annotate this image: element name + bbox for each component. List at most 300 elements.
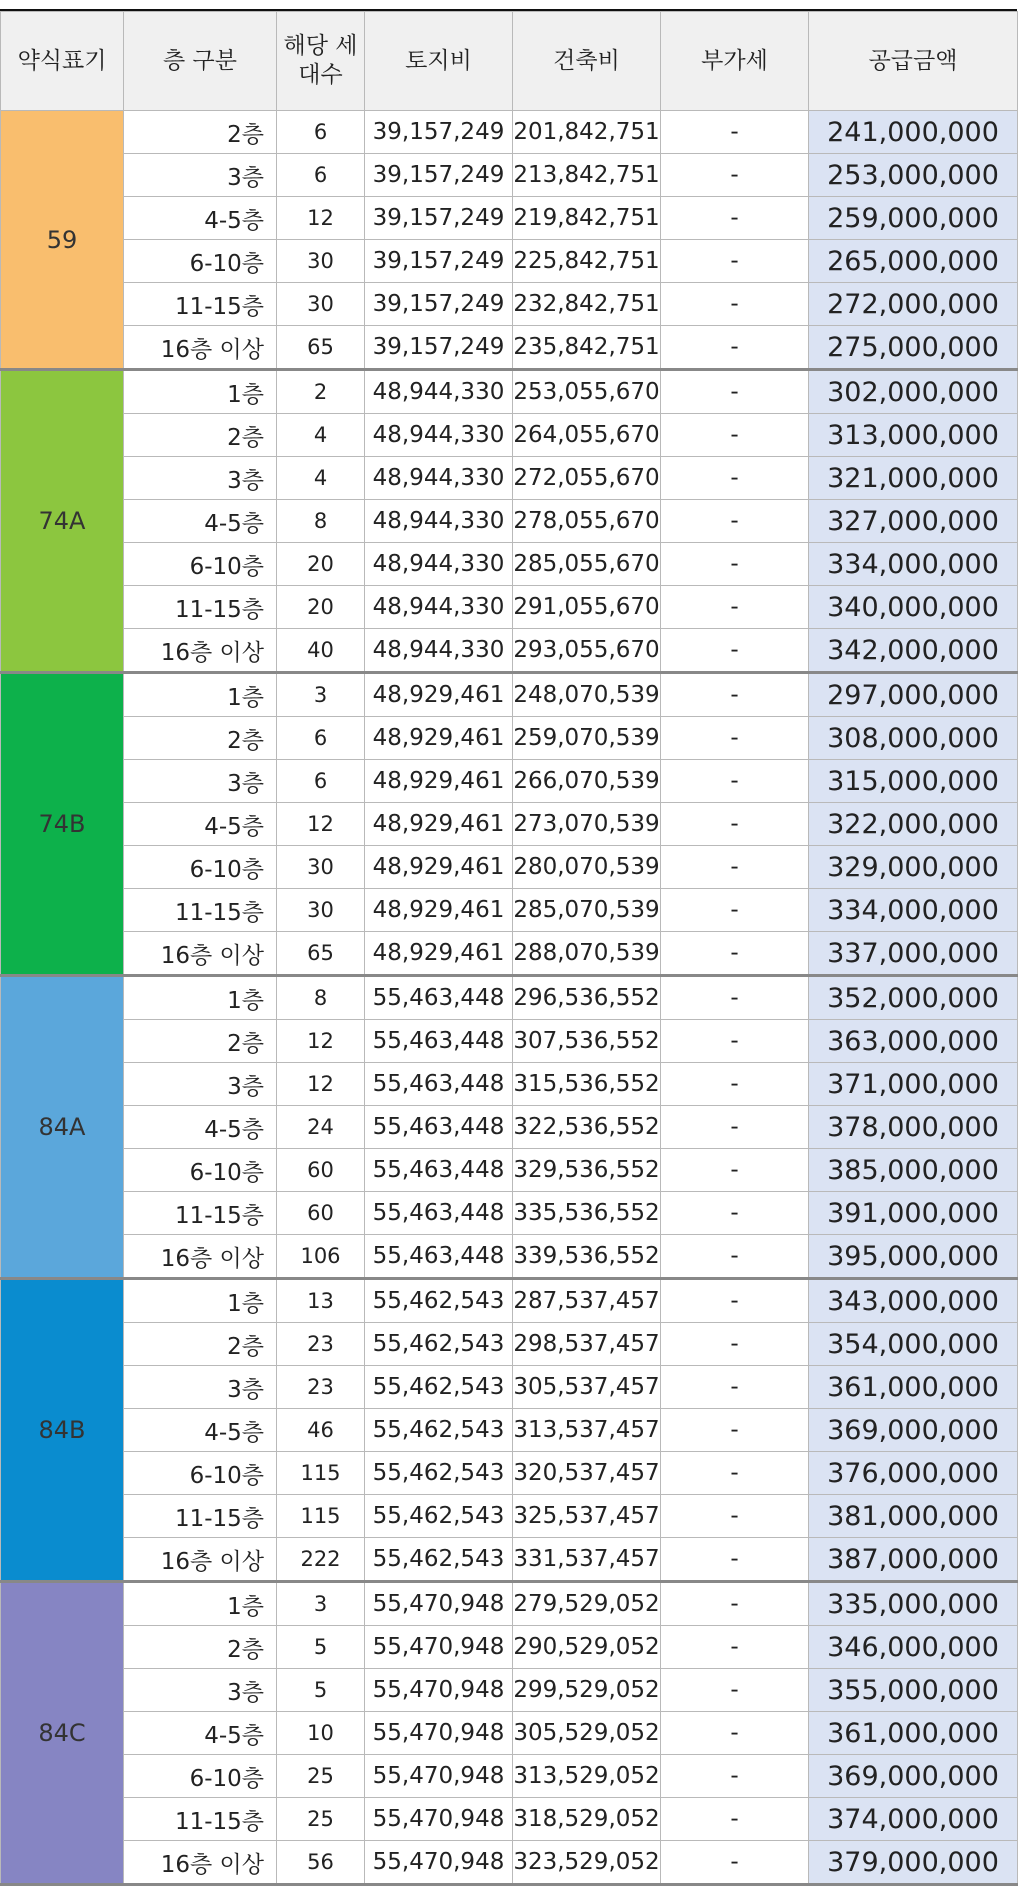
land-cost-cell: 48,944,330	[365, 370, 513, 414]
building-cost-cell: 225,842,751	[513, 240, 661, 283]
table-row	[1, 889, 1018, 932]
building-cost-cell: 305,537,457	[513, 1366, 661, 1409]
land-cost-cell: 48,944,330	[365, 457, 513, 500]
units-cell: 6	[277, 717, 365, 760]
supply-price-cell: 374,000,000	[809, 1798, 1018, 1841]
vat-cell: -	[661, 1192, 809, 1235]
supply-price-cell: 395,000,000	[809, 1235, 1018, 1279]
header-building-cost: 건축비	[513, 12, 661, 111]
building-cost-cell: 201,842,751	[513, 111, 661, 154]
land-cost-cell: 48,929,461	[365, 846, 513, 889]
table-row	[1, 1020, 1018, 1063]
vat-cell: -	[661, 1235, 809, 1279]
floor-cell: 11-15층	[124, 586, 277, 629]
units-cell: 5	[277, 1669, 365, 1712]
vat-cell: -	[661, 586, 809, 629]
building-cost-cell: 293,055,670	[513, 629, 661, 673]
supply-price-cell: 302,000,000	[809, 370, 1018, 414]
table-row	[1, 1798, 1018, 1841]
vat-cell: -	[661, 111, 809, 154]
vat-cell: -	[661, 760, 809, 803]
vat-cell: -	[661, 457, 809, 500]
table-body	[1, 111, 1018, 1885]
floor-cell: 2층	[124, 414, 277, 457]
supply-price-cell: 297,000,000	[809, 673, 1018, 717]
floor-cell: 6-10층	[124, 1149, 277, 1192]
header-land-cost: 토지비	[365, 12, 513, 111]
building-cost-cell: 313,529,052	[513, 1755, 661, 1798]
table-row	[1, 932, 1018, 976]
supply-price-table-wrapper	[0, 11, 1029, 1886]
floor-cell: 2층	[124, 1323, 277, 1366]
land-cost-cell: 55,463,448	[365, 1149, 513, 1192]
units-cell: 8	[277, 976, 365, 1020]
land-cost-cell: 55,462,543	[365, 1366, 513, 1409]
supply-price-cell: 376,000,000	[809, 1452, 1018, 1495]
table-row	[1, 1755, 1018, 1798]
building-cost-cell: 296,536,552	[513, 976, 661, 1020]
supply-price-cell: 313,000,000	[809, 414, 1018, 457]
floor-cell: 16층 이상	[124, 629, 277, 673]
table-row	[1, 283, 1018, 326]
units-cell: 65	[277, 326, 365, 370]
vat-cell: -	[661, 1495, 809, 1538]
floor-cell: 16층 이상	[124, 932, 277, 976]
units-cell: 30	[277, 846, 365, 889]
table-row	[1, 1841, 1018, 1885]
table-row	[1, 586, 1018, 629]
supply-price-table	[0, 11, 1018, 1886]
table-row	[1, 1712, 1018, 1755]
unit-type-cell: 74B	[1, 673, 124, 976]
table-row	[1, 154, 1018, 197]
land-cost-cell: 48,929,461	[365, 760, 513, 803]
supply-price-cell: 334,000,000	[809, 543, 1018, 586]
units-cell: 115	[277, 1495, 365, 1538]
building-cost-cell: 325,537,457	[513, 1495, 661, 1538]
floor-cell: 6-10층	[124, 543, 277, 586]
floor-cell: 6-10층	[124, 240, 277, 283]
units-cell: 20	[277, 543, 365, 586]
building-cost-cell: 298,537,457	[513, 1323, 661, 1366]
floor-cell: 2층	[124, 1020, 277, 1063]
table-row	[1, 414, 1018, 457]
vat-cell: -	[661, 1452, 809, 1495]
floor-cell: 1층	[124, 673, 277, 717]
table-row	[1, 1149, 1018, 1192]
vat-cell: -	[661, 283, 809, 326]
land-cost-cell: 55,463,448	[365, 1063, 513, 1106]
units-cell: 25	[277, 1755, 365, 1798]
land-cost-cell: 48,944,330	[365, 414, 513, 457]
units-cell: 12	[277, 803, 365, 846]
floor-cell: 4-5층	[124, 1106, 277, 1149]
land-cost-cell: 55,462,543	[365, 1452, 513, 1495]
floor-cell: 16층 이상	[124, 1235, 277, 1279]
vat-cell: -	[661, 803, 809, 846]
table-row	[1, 846, 1018, 889]
units-cell: 6	[277, 111, 365, 154]
units-cell: 5	[277, 1626, 365, 1669]
supply-price-cell: 387,000,000	[809, 1538, 1018, 1582]
unit-type-cell: 84C	[1, 1582, 124, 1885]
building-cost-cell: 339,536,552	[513, 1235, 661, 1279]
header-vat: 부가세	[661, 12, 809, 111]
table-header	[1, 12, 1018, 111]
units-cell: 6	[277, 760, 365, 803]
building-cost-cell: 264,055,670	[513, 414, 661, 457]
vat-cell: -	[661, 889, 809, 932]
land-cost-cell: 55,462,543	[365, 1409, 513, 1452]
vat-cell: -	[661, 673, 809, 717]
units-cell: 46	[277, 1409, 365, 1452]
land-cost-cell: 55,463,448	[365, 976, 513, 1020]
building-cost-cell: 315,536,552	[513, 1063, 661, 1106]
units-cell: 4	[277, 414, 365, 457]
floor-cell: 11-15층	[124, 1495, 277, 1538]
table-row	[1, 673, 1018, 717]
vat-cell: -	[661, 414, 809, 457]
floor-cell: 11-15층	[124, 1798, 277, 1841]
floor-cell: 3층	[124, 1366, 277, 1409]
supply-price-cell: 259,000,000	[809, 197, 1018, 240]
supply-price-cell: 335,000,000	[809, 1582, 1018, 1626]
vat-cell: -	[661, 1366, 809, 1409]
supply-price-cell: 334,000,000	[809, 889, 1018, 932]
vat-cell: -	[661, 717, 809, 760]
floor-cell: 6-10층	[124, 846, 277, 889]
land-cost-cell: 55,462,543	[365, 1538, 513, 1582]
land-cost-cell: 39,157,249	[365, 240, 513, 283]
supply-price-cell: 369,000,000	[809, 1409, 1018, 1452]
floor-cell: 4-5층	[124, 197, 277, 240]
vat-cell: -	[661, 326, 809, 370]
floor-cell: 1층	[124, 370, 277, 414]
vat-cell: -	[661, 1755, 809, 1798]
vat-cell: -	[661, 1149, 809, 1192]
vat-cell: -	[661, 1582, 809, 1626]
table-row	[1, 1626, 1018, 1669]
table-row	[1, 1582, 1018, 1626]
land-cost-cell: 48,944,330	[365, 629, 513, 673]
table-row	[1, 717, 1018, 760]
vat-cell: -	[661, 1669, 809, 1712]
vat-cell: -	[661, 154, 809, 197]
land-cost-cell: 39,157,249	[365, 197, 513, 240]
floor-cell: 3층	[124, 760, 277, 803]
table-row	[1, 1192, 1018, 1235]
supply-price-cell: 327,000,000	[809, 500, 1018, 543]
vat-cell: -	[661, 1020, 809, 1063]
units-cell: 8	[277, 500, 365, 543]
supply-price-cell: 241,000,000	[809, 111, 1018, 154]
land-cost-cell: 55,462,543	[365, 1495, 513, 1538]
units-cell: 25	[277, 1798, 365, 1841]
floor-cell: 2층	[124, 111, 277, 154]
units-cell: 10	[277, 1712, 365, 1755]
land-cost-cell: 48,944,330	[365, 543, 513, 586]
floor-cell: 16층 이상	[124, 326, 277, 370]
vat-cell: -	[661, 1712, 809, 1755]
table-row	[1, 1366, 1018, 1409]
vat-cell: -	[661, 932, 809, 976]
header-floor: 층 구분	[124, 12, 277, 111]
land-cost-cell: 55,463,448	[365, 1235, 513, 1279]
land-cost-cell: 39,157,249	[365, 283, 513, 326]
units-cell: 12	[277, 1020, 365, 1063]
units-cell: 106	[277, 1235, 365, 1279]
land-cost-cell: 48,929,461	[365, 932, 513, 976]
land-cost-cell: 55,463,448	[365, 1106, 513, 1149]
units-cell: 2	[277, 370, 365, 414]
floor-cell: 3층	[124, 457, 277, 500]
units-cell: 6	[277, 154, 365, 197]
vat-cell: -	[661, 1626, 809, 1669]
units-cell: 115	[277, 1452, 365, 1495]
supply-price-cell: 321,000,000	[809, 457, 1018, 500]
floor-cell: 4-5층	[124, 803, 277, 846]
building-cost-cell: 259,070,539	[513, 717, 661, 760]
building-cost-cell: 318,529,052	[513, 1798, 661, 1841]
table-row	[1, 1323, 1018, 1366]
floor-cell: 2층	[124, 717, 277, 760]
table-row	[1, 500, 1018, 543]
building-cost-cell: 290,529,052	[513, 1626, 661, 1669]
vat-cell: -	[661, 1106, 809, 1149]
supply-price-cell: 272,000,000	[809, 283, 1018, 326]
building-cost-cell: 272,055,670	[513, 457, 661, 500]
supply-price-cell: 378,000,000	[809, 1106, 1018, 1149]
units-cell: 23	[277, 1366, 365, 1409]
units-cell: 12	[277, 1063, 365, 1106]
units-cell: 65	[277, 932, 365, 976]
vat-cell: -	[661, 1538, 809, 1582]
units-cell: 30	[277, 240, 365, 283]
table-row	[1, 1452, 1018, 1495]
floor-cell: 16층 이상	[124, 1538, 277, 1582]
table-row	[1, 370, 1018, 414]
supply-price-cell: 315,000,000	[809, 760, 1018, 803]
unit-type-cell: 84A	[1, 976, 124, 1279]
supply-price-cell: 346,000,000	[809, 1626, 1018, 1669]
floor-cell: 11-15층	[124, 1192, 277, 1235]
land-cost-cell: 55,462,543	[365, 1323, 513, 1366]
building-cost-cell: 288,070,539	[513, 932, 661, 976]
units-cell: 23	[277, 1323, 365, 1366]
vat-cell: -	[661, 846, 809, 889]
supply-price-cell: 340,000,000	[809, 586, 1018, 629]
land-cost-cell: 55,470,948	[365, 1669, 513, 1712]
land-cost-cell: 48,929,461	[365, 803, 513, 846]
supply-price-cell: 355,000,000	[809, 1669, 1018, 1712]
building-cost-cell: 278,055,670	[513, 500, 661, 543]
building-cost-cell: 248,070,539	[513, 673, 661, 717]
floor-cell: 4-5층	[124, 1712, 277, 1755]
units-cell: 56	[277, 1841, 365, 1885]
floor-cell: 1층	[124, 976, 277, 1020]
header-row	[1, 12, 1018, 111]
table-row	[1, 803, 1018, 846]
land-cost-cell: 48,929,461	[365, 673, 513, 717]
building-cost-cell: 279,529,052	[513, 1582, 661, 1626]
vat-cell: -	[661, 240, 809, 283]
supply-price-cell: 361,000,000	[809, 1712, 1018, 1755]
floor-cell: 11-15층	[124, 283, 277, 326]
units-cell: 30	[277, 283, 365, 326]
supply-price-cell: 385,000,000	[809, 1149, 1018, 1192]
supply-price-cell: 308,000,000	[809, 717, 1018, 760]
table-row	[1, 629, 1018, 673]
land-cost-cell: 48,944,330	[365, 586, 513, 629]
units-cell: 13	[277, 1279, 365, 1323]
land-cost-cell: 39,157,249	[365, 111, 513, 154]
vat-cell: -	[661, 543, 809, 586]
table-row	[1, 1106, 1018, 1149]
units-cell: 60	[277, 1192, 365, 1235]
supply-price-cell: 265,000,000	[809, 240, 1018, 283]
unit-type-cell: 74A	[1, 370, 124, 673]
building-cost-cell: 235,842,751	[513, 326, 661, 370]
vat-cell: -	[661, 1323, 809, 1366]
vat-cell: -	[661, 500, 809, 543]
supply-price-cell: 354,000,000	[809, 1323, 1018, 1366]
vat-cell: -	[661, 1841, 809, 1885]
table-row	[1, 1279, 1018, 1323]
units-cell: 40	[277, 629, 365, 673]
land-cost-cell: 55,470,948	[365, 1755, 513, 1798]
table-row	[1, 1409, 1018, 1452]
land-cost-cell: 48,929,461	[365, 889, 513, 932]
building-cost-cell: 291,055,670	[513, 586, 661, 629]
units-cell: 20	[277, 586, 365, 629]
supply-price-cell: 352,000,000	[809, 976, 1018, 1020]
building-cost-cell: 285,055,670	[513, 543, 661, 586]
floor-cell: 11-15층	[124, 889, 277, 932]
table-row	[1, 543, 1018, 586]
land-cost-cell: 55,470,948	[365, 1841, 513, 1885]
vat-cell: -	[661, 1409, 809, 1452]
table-row	[1, 1063, 1018, 1106]
table-row	[1, 457, 1018, 500]
table-row	[1, 197, 1018, 240]
land-cost-cell: 55,463,448	[365, 1192, 513, 1235]
floor-cell: 4-5층	[124, 500, 277, 543]
building-cost-cell: 273,070,539	[513, 803, 661, 846]
floor-cell: 1층	[124, 1582, 277, 1626]
vat-cell: -	[661, 1279, 809, 1323]
land-cost-cell: 55,470,948	[365, 1582, 513, 1626]
building-cost-cell: 305,529,052	[513, 1712, 661, 1755]
floor-cell: 1층	[124, 1279, 277, 1323]
supply-price-cell: 253,000,000	[809, 154, 1018, 197]
vat-cell: -	[661, 1063, 809, 1106]
units-cell: 3	[277, 1582, 365, 1626]
land-cost-cell: 55,463,448	[365, 1020, 513, 1063]
units-cell: 30	[277, 889, 365, 932]
building-cost-cell: 280,070,539	[513, 846, 661, 889]
floor-cell: 6-10층	[124, 1452, 277, 1495]
table-row	[1, 240, 1018, 283]
supply-price-cell: 322,000,000	[809, 803, 1018, 846]
table-row	[1, 1669, 1018, 1712]
table-row	[1, 760, 1018, 803]
vat-cell: -	[661, 197, 809, 240]
table-row	[1, 1235, 1018, 1279]
building-cost-cell: 287,537,457	[513, 1279, 661, 1323]
floor-cell: 3층	[124, 1669, 277, 1712]
land-cost-cell: 39,157,249	[365, 326, 513, 370]
supply-price-cell: 381,000,000	[809, 1495, 1018, 1538]
land-cost-cell: 48,929,461	[365, 717, 513, 760]
unit-type-cell: 84B	[1, 1279, 124, 1582]
supply-price-cell: 342,000,000	[809, 629, 1018, 673]
units-cell: 24	[277, 1106, 365, 1149]
supply-price-cell: 371,000,000	[809, 1063, 1018, 1106]
supply-price-cell: 329,000,000	[809, 846, 1018, 889]
land-cost-cell: 55,462,543	[365, 1279, 513, 1323]
floor-cell: 4-5층	[124, 1409, 277, 1452]
building-cost-cell: 219,842,751	[513, 197, 661, 240]
land-cost-cell: 55,470,948	[365, 1712, 513, 1755]
building-cost-cell: 266,070,539	[513, 760, 661, 803]
units-cell: 4	[277, 457, 365, 500]
building-cost-cell: 331,537,457	[513, 1538, 661, 1582]
vat-cell: -	[661, 370, 809, 414]
table-row	[1, 976, 1018, 1020]
building-cost-cell: 335,536,552	[513, 1192, 661, 1235]
land-cost-cell: 48,944,330	[365, 500, 513, 543]
header-type: 약식표기	[1, 12, 124, 111]
floor-cell: 3층	[124, 154, 277, 197]
units-cell: 3	[277, 673, 365, 717]
floor-cell: 16층 이상	[124, 1841, 277, 1885]
table-row	[1, 1495, 1018, 1538]
floor-cell: 6-10층	[124, 1755, 277, 1798]
supply-price-cell: 391,000,000	[809, 1192, 1018, 1235]
building-cost-cell: 232,842,751	[513, 283, 661, 326]
supply-price-cell: 361,000,000	[809, 1366, 1018, 1409]
land-cost-cell: 39,157,249	[365, 154, 513, 197]
table-row	[1, 326, 1018, 370]
vat-cell: -	[661, 629, 809, 673]
floor-cell: 2층	[124, 1626, 277, 1669]
land-cost-cell: 55,470,948	[365, 1798, 513, 1841]
header-supply-price: 공급금액	[809, 12, 1018, 111]
header-units-label: 해당 세대수	[283, 33, 358, 88]
vat-cell: -	[661, 1798, 809, 1841]
building-cost-cell: 313,537,457	[513, 1409, 661, 1452]
land-cost-cell: 55,470,948	[365, 1626, 513, 1669]
building-cost-cell: 213,842,751	[513, 154, 661, 197]
building-cost-cell: 329,536,552	[513, 1149, 661, 1192]
supply-price-cell: 379,000,000	[809, 1841, 1018, 1885]
vat-cell: -	[661, 976, 809, 1020]
units-cell: 12	[277, 197, 365, 240]
building-cost-cell: 320,537,457	[513, 1452, 661, 1495]
building-cost-cell: 307,536,552	[513, 1020, 661, 1063]
table-row	[1, 111, 1018, 154]
building-cost-cell: 323,529,052	[513, 1841, 661, 1885]
supply-price-cell: 369,000,000	[809, 1755, 1018, 1798]
supply-price-cell: 363,000,000	[809, 1020, 1018, 1063]
building-cost-cell: 322,536,552	[513, 1106, 661, 1149]
table-row	[1, 1538, 1018, 1582]
header-units	[277, 12, 365, 111]
building-cost-cell: 299,529,052	[513, 1669, 661, 1712]
supply-price-cell: 275,000,000	[809, 326, 1018, 370]
unit-type-cell: 59	[1, 111, 124, 370]
building-cost-cell: 253,055,670	[513, 370, 661, 414]
